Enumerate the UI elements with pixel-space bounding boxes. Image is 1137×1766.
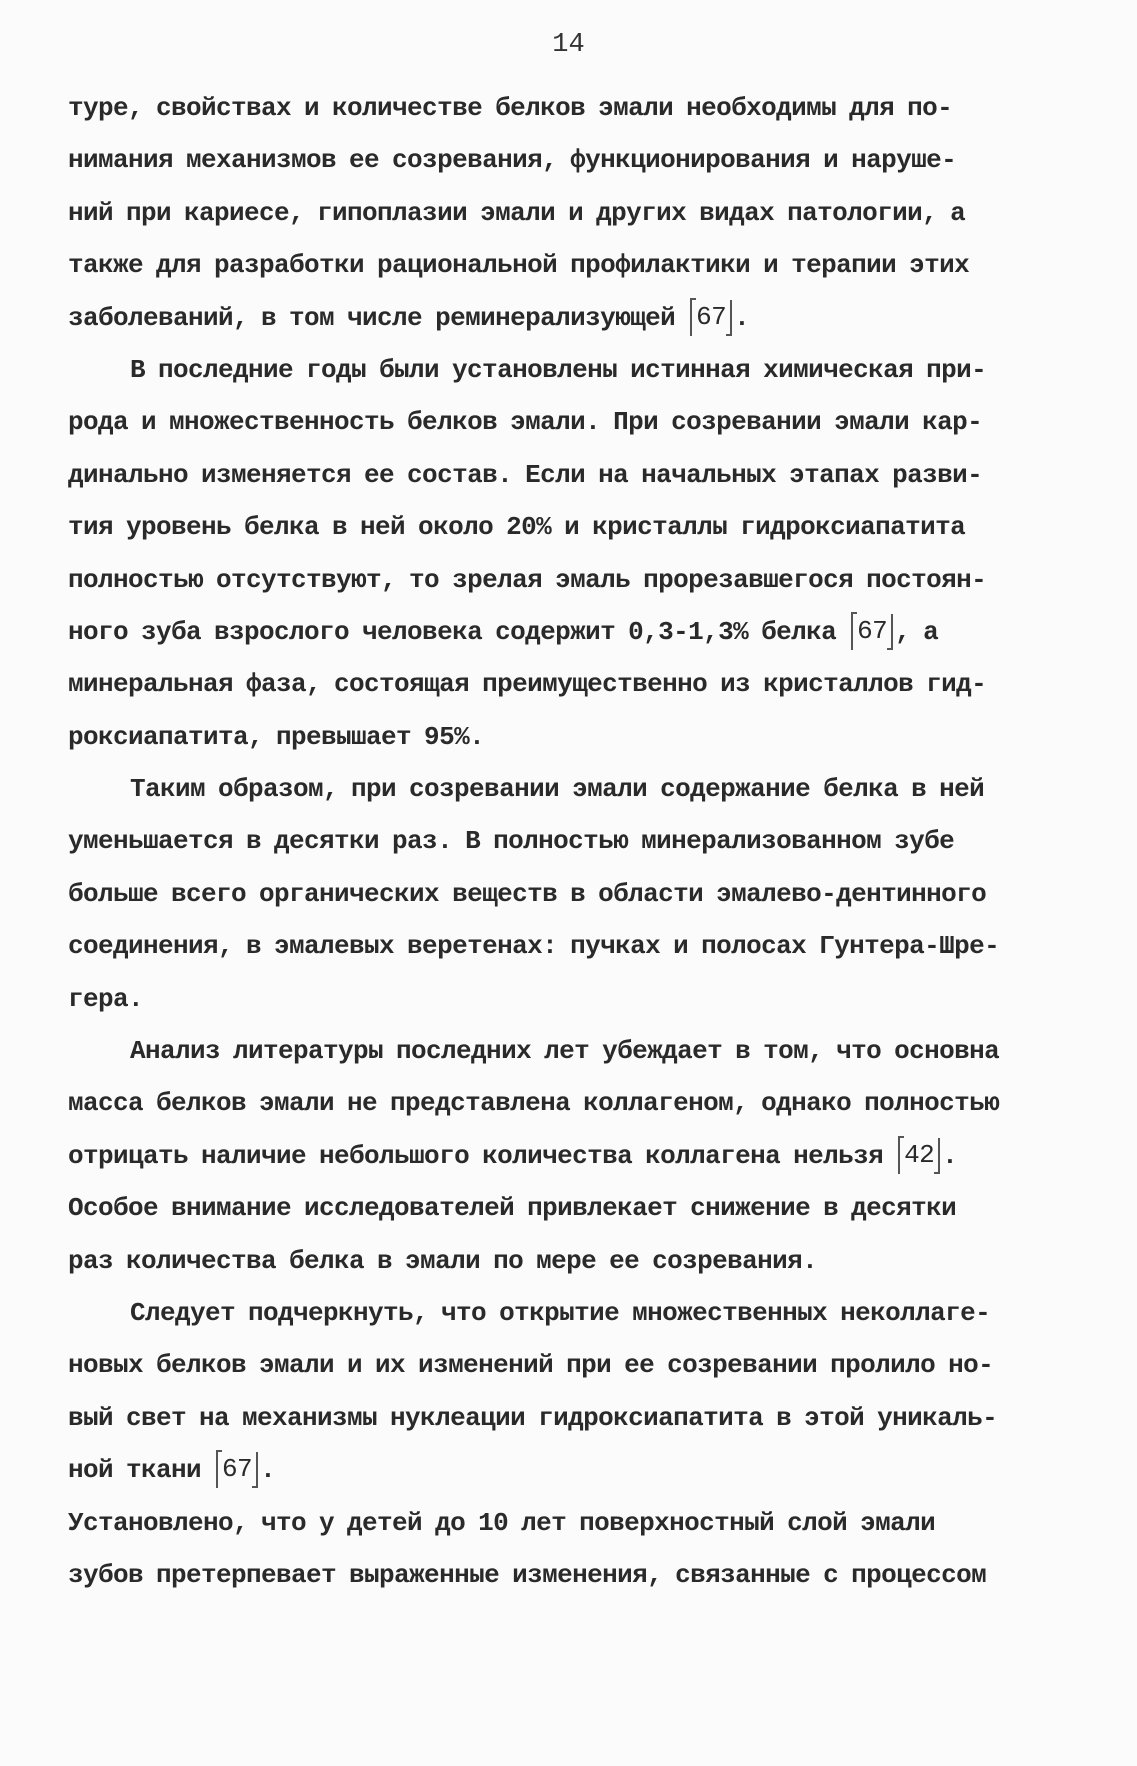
text-line <box>68 82 1068 134</box>
line-text: вый свет на механизмы нуклеации гидроксиапатита в этой уникаль- <box>68 1402 998 1433</box>
line-text: ного зуба взрослого человека содержит 0,3-1,3% белка <box>68 616 837 647</box>
line-text: роксиапатита, превышает 95%. <box>68 721 485 752</box>
line-text: Следует подчеркнуть, что открытие множественных неколлаге- <box>130 1297 991 1328</box>
line-text: ной ткани <box>68 1455 202 1486</box>
line-text: нимания механизмов ее созревания, функционирования и наруше- <box>68 145 957 176</box>
citation-reference: 42 <box>898 1138 940 1174</box>
text-line <box>68 711 1068 763</box>
citation-reference: 67 <box>851 614 893 650</box>
text-line <box>68 1339 1068 1391</box>
line-text: соединения, в эмалевых веретенах: пучках и полосах Гунтера-Шре- <box>68 931 1000 962</box>
line-text: больше всего органических веществ в области эмалево-дентинного <box>68 878 987 909</box>
text-line <box>68 501 1068 553</box>
line-text: зубов претерпевает выраженные изменения, связанные с процессом <box>68 1559 987 1590</box>
text-line <box>68 134 1068 186</box>
line-text-after-citation: . <box>260 1455 276 1486</box>
text-line <box>68 1130 1068 1182</box>
line-text: рода и множественность белков эмали. При созревании эмали кар- <box>68 407 983 438</box>
line-text: Таким образом, при созревании эмали содержание белка в ней <box>130 774 985 805</box>
text-line <box>68 292 1068 344</box>
text-line <box>68 658 1068 710</box>
line-text-after-citation: , а <box>895 616 939 647</box>
text-line <box>68 1235 1068 1287</box>
body-text <box>68 82 1068 1601</box>
text-line <box>68 763 1068 815</box>
line-text: туре, свойствах и количестве белков эмали необходимы для по- <box>68 93 953 123</box>
text-line <box>68 239 1068 291</box>
text-line <box>68 449 1068 501</box>
text-line <box>68 815 1068 867</box>
page-number: 14 <box>552 30 585 60</box>
text-line <box>68 1497 1068 1549</box>
line-text: гера. <box>68 983 144 1014</box>
line-text: раз количества белка в эмали по мере ее созревания. <box>68 1245 818 1276</box>
text-line <box>68 1025 1068 1077</box>
line-text: Установлено, что у детей до 10 лет поверхностный слой эмали <box>68 1507 936 1538</box>
line-text: ний при кариесе, гипоплазии эмали и других видах патологии, а <box>68 197 966 228</box>
text-line <box>68 1182 1068 1234</box>
text-line <box>68 187 1068 239</box>
line-text-after-citation: . <box>942 1140 958 1171</box>
citation-reference: 67 <box>216 1452 258 1488</box>
line-text: полностью отсутствуют, то зрелая эмаль прорезавшегося постоян- <box>68 564 987 595</box>
citation-reference: 67 <box>690 300 732 336</box>
text-line <box>68 868 1068 920</box>
line-text: Анализ литературы последних лет убеждает в том, что основна <box>130 1036 1000 1067</box>
line-text: отрицать наличие небольшого количества коллагена нельзя <box>68 1140 884 1171</box>
text-line <box>68 920 1068 972</box>
text-line <box>68 1444 1068 1496</box>
text-line <box>68 554 1068 606</box>
line-text: динально изменяется ее состав. Если на начальных этапах разви- <box>68 459 983 490</box>
line-text-after-citation: . <box>734 302 750 333</box>
line-text: заболеваний, в том числе реминерализующей <box>68 302 676 333</box>
text-line <box>68 606 1068 658</box>
text-line <box>68 344 1068 396</box>
line-text: уменьшается в десятки раз. В полностью минерализованном зубе <box>68 826 955 857</box>
text-line <box>68 1287 1068 1339</box>
text-line <box>68 1077 1068 1129</box>
text-line <box>68 973 1068 1025</box>
line-text: также для разработки рациональной профилактики и терапии этих <box>68 250 970 281</box>
line-text: новых белков эмали и их изменений при ее созревании пролило но- <box>68 1350 994 1381</box>
text-line <box>68 396 1068 448</box>
line-text: Особое внимание исследователей привлекает снижение в десятки <box>68 1193 957 1224</box>
line-text: В последние годы были установлены истинная химическая при- <box>130 354 987 385</box>
line-text: тия уровень белка в ней около 20% и кристаллы гидроксиапатита <box>68 512 966 543</box>
text-line <box>68 1549 1068 1601</box>
line-text: минеральная фаза, состоящая преимущественно из кристаллов гид- <box>68 669 987 700</box>
line-text: масса белков эмали не представлена коллагеном, однако полностью <box>68 1088 1000 1119</box>
text-line <box>68 1392 1068 1444</box>
